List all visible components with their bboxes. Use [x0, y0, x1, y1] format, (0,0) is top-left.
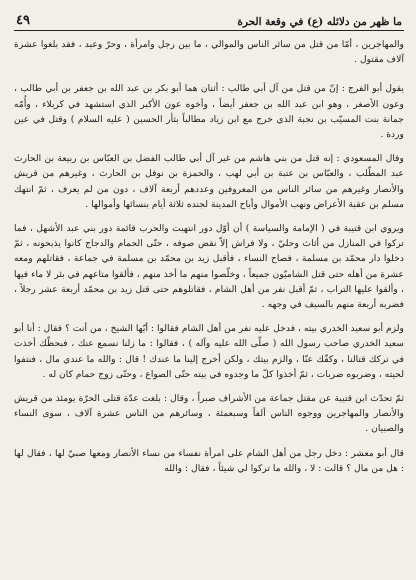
- paragraph: والمهاجرين ، أمّا من قتل من سائر الناس والموالي ، ما بين رجل وامرأة ، وحرّ وعبد ، فقد بلغوا عشرة آلاف مقتول .: [14, 39, 404, 66]
- paragraph: ولزم أبو سعيد الخدري بيته ، فدخل عليه نفر من أهل الشام فقالوا : أيّها الشيخ ، من أنت ؟ فقال : أنا أبو سعيد الخدري صاحب رسول الله ( صلّى الله عليه وآله ) ، فقالوا : ما زلنا نسمع عنك ، فبحظّك أخذت في تركك قتالنا ، وكفّك عنّا ، والزم بيتك ، ولكن أخرج إلينا ما عندك ! قال : والله ما عندي مال ، فنتفوا لحيته ، وضربوه ضربات ، ثمّ أخذوا كلّ ما وجدوه في بيته حتّى الصواع ، وحتّى زوج حمام كان له .: [14, 323, 404, 380]
- running-title: ما ظهر من دلائله (ع) في وقعة الحرة: [237, 16, 402, 28]
- page-number: ٤٩: [16, 13, 30, 28]
- paragraph: يقول أبو الفرج : إنّ من قتل من آل أبي طالب : أثنان هما أبو بكر بن عبد الله بن جعفر بن أبي طالب ، وعون الأصغر ، وهو ابن عبد الله بن جعفر أيضاً ، وأخوه عون الأكبر الذي استشهد في كربلاء ، وأُمّه جمانة بنت المسيّب بن نجبة الذي خرج مع ابن زياد مطالباً بثأر الحسين ( عليه السلام ) وقتل في عين وردة .: [14, 83, 404, 141]
- paragraph: ويروي ابن قتيبة في ( الإمامة والسياسة ) أن أوّل دور انتهبت والحرب قائمة دور بني عبد الأشهل ، فما تركوا في المنازل من أثاث وحليّ ، ولا فراش إلاّ نقض صوفه ، حتّى الحمام والدجاج كانوا يذبحونه ، ثمّ دخلوا دار محمّد بن مسلمة ، فصاح النساء ، فأقبل زيد بن محمّد بن مسلمة في جماعة ، فقاتلهم ومعه عشرة من أهله حتى قتل الشاميّون جميعاً ، وخلّصوا منهم ما أخذ منهم ، فألقوا متاعهم في بئر لا ماء فيها ، وألقوا عليها التراب ، ثمّ أقبل نفر من أهل الشام ، فقاتلوهم حتى قتل زيد بن محمّد أربعة عشر رجلاً ، فضربه أربعة منهم بالسيف في وجهه .: [14, 223, 404, 311]
- page-body: [14, 37, 404, 476]
- paragraph: قال أبو معشر : دخل رجل من أهل الشام على امرأة نفساء من نساء الأنصار ومعها صبيّ لها ، فقال لها : هل من مال ؟ قالت : لا ، والله ما تركوا لي شيئاً ، فقال : والله: [14, 447, 404, 474]
- running-header: [14, 6, 404, 31]
- paragraph: وقال المسعودي : إنه قتل من بني هاشم من غير آل أبي طالب الفضل بن العبّاس بن ربيعة بن الحارث عبد المطّلب ، والعبّاس بن عتبة بن أبي لهب ، والحمزة بن نوفل بن الحارث ، وغيرهم من قريش والأنصار وغيرهم من سائر الناس من المعروفين وعددهم أربعة آلاف ، دون من لم يعرف ، ثمّ انتهك مسلم بن عقبة الأعراض ونهب الأموال وأباح المدينة لجنده ثلاثة أيام بنسائها وأموالها .: [14, 153, 404, 210]
- paragraph: ثمّ تحدّث ابن قتيبة عن مقتل جماعة من الأشراف صبراً ، وقال : بلغت عدّة قتلى الحرّة يومئذ من قريش والأنصار والمهاجرين ووجوه الناس ألفاً وسبعمئة ، وسائرهم من الناس عشرة آلاف ، سوى النساء والصبيان .: [14, 393, 404, 435]
